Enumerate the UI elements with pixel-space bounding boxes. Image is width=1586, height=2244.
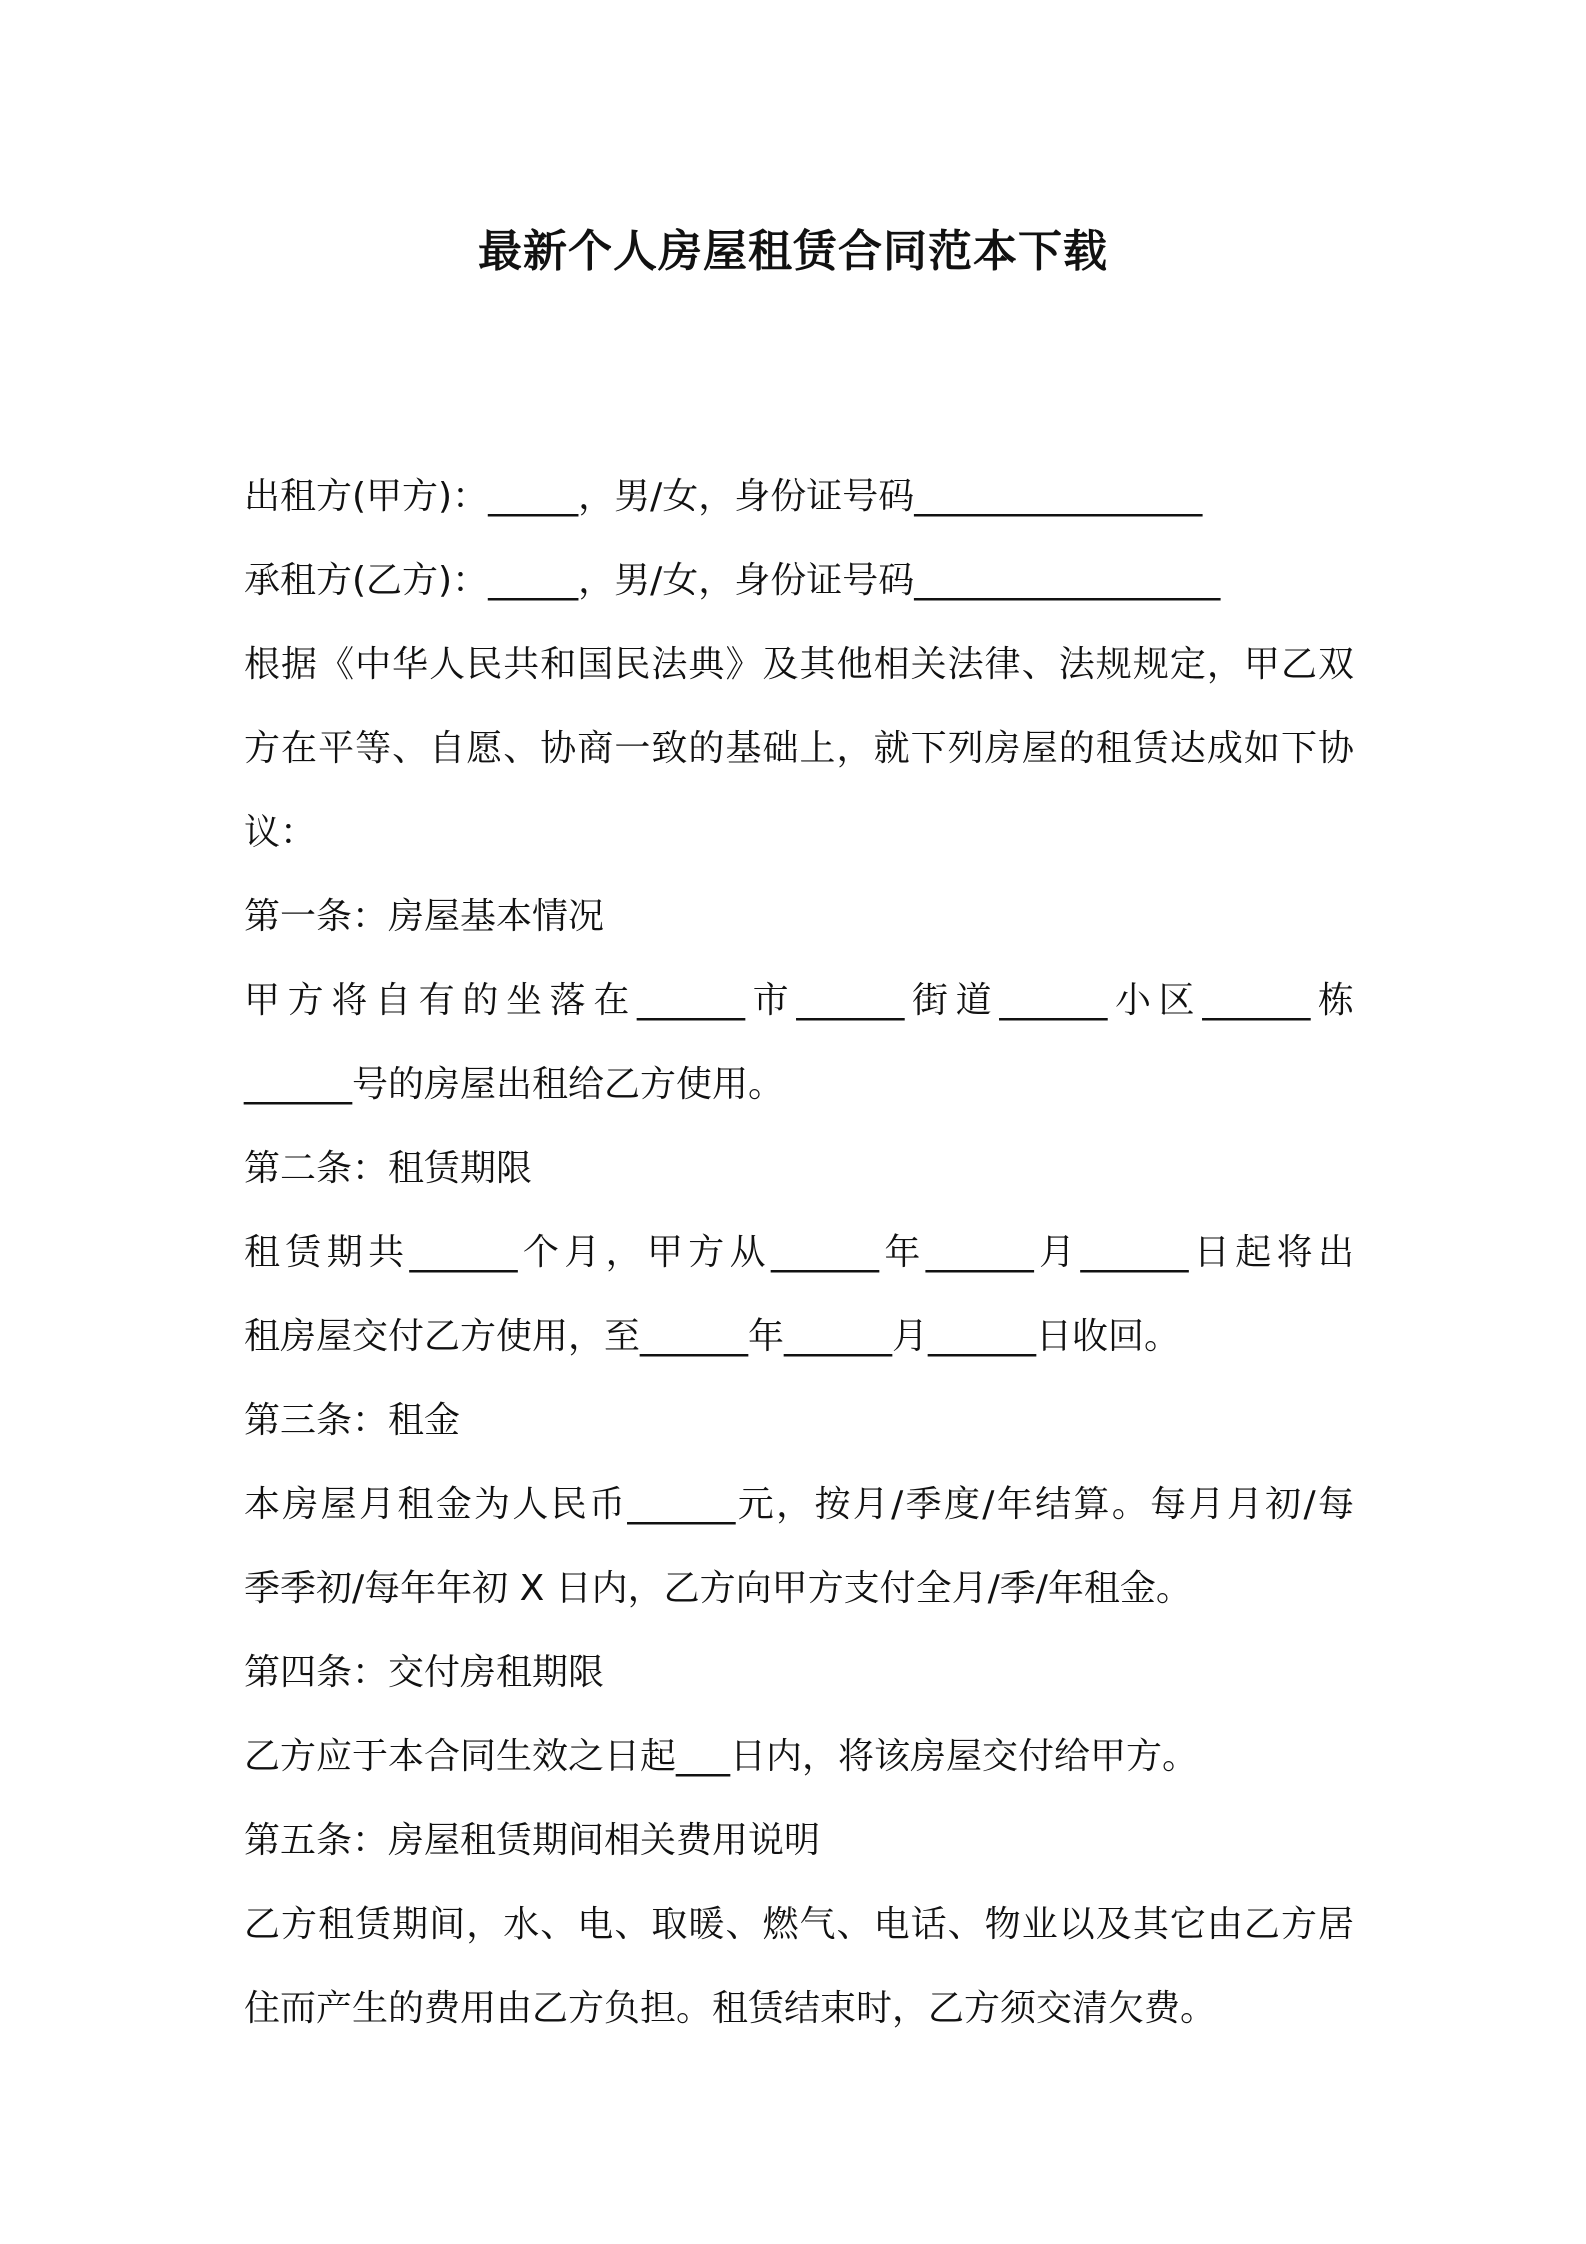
text-line: 承租方(乙方)：_____，男/女，身份证号码_________________ [244, 560, 1221, 601]
text-line: 出租方(甲方)：_____，男/女，身份证号码________________ [244, 476, 1203, 517]
text-line: 乙方应于本合同生效之日起___日内，将该房屋交付给甲方。 [244, 1736, 1199, 1777]
text-line: 租房屋交付乙方使用，至______年______月______日收回。 [244, 1316, 1181, 1357]
text-line: 住而产生的费用由乙方负担。租赁结束时，乙方须交清欠费。 [244, 1988, 1217, 2029]
text-line: 乙方租赁期间，水、电、取暖、燃气、电话、物业以及其它由乙方居 [244, 1904, 1354, 1945]
text-line: 第四条：交付房租期限 [244, 1652, 605, 1693]
text-line: 根据《中华人民共和国民法典》及其他相关法律、法规规定，甲乙双 [244, 644, 1354, 685]
text-line: ______号的房屋出租给乙方使用。 [244, 1064, 785, 1105]
text-line: 第三条：租金 [244, 1400, 461, 1441]
document-title: 最新个人房屋租赁合同范本下载 [478, 226, 1108, 277]
text-line: 第二条：租赁期限 [244, 1148, 533, 1189]
text-line: 议： [244, 812, 317, 853]
document-body [244, 455, 1354, 2051]
text-line: 第一条：房屋基本情况 [244, 896, 605, 937]
text-line: 甲方将自有的坐落在______市______街道______小区______栋 [244, 980, 1354, 1021]
text-line: 第五条：房屋租赁期间相关费用说明 [244, 1820, 821, 1861]
text-line: 本房屋月租金为人民币______元，按月/季度/年结算。每月月初/每 [244, 1484, 1354, 1525]
text-line: 租赁期共______个月，甲方从______年______月______日起将出 [244, 1232, 1354, 1273]
text-line: 方在平等、自愿、协商一致的基础上，就下列房屋的租赁达成如下协 [244, 728, 1354, 769]
text-line: 季季初/每年年初 X 日内，乙方向甲方支付全月/季/年租金。 [244, 1568, 1192, 1609]
